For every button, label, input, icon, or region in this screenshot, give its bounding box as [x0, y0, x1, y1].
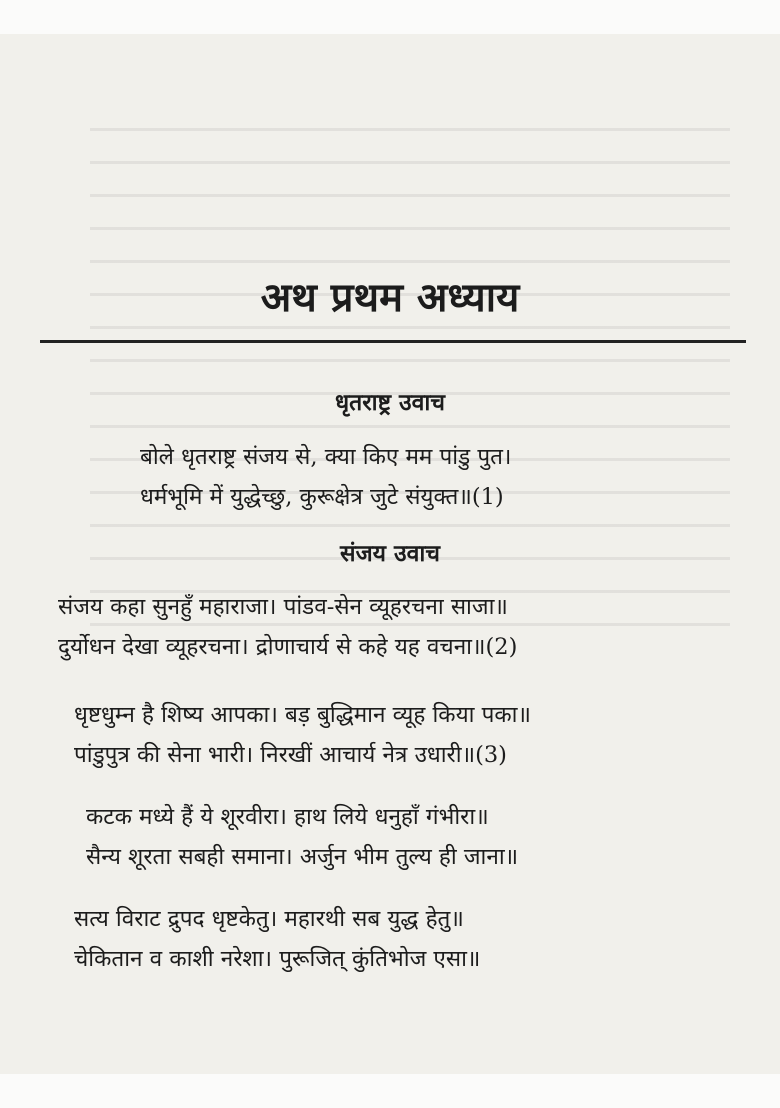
verse-line: बोले धृतराष्ट्र संजय से, क्या किए मम पांडु पुत।	[140, 444, 512, 470]
verse-line: दुर्योधन देखा व्यूहरचना। द्रोणाचार्य से कहे यह वचना॥(2)	[58, 634, 518, 660]
verse-line: सैन्य शूरता सबही समाना। अर्जुन भीम तुल्य ही जाना॥	[86, 844, 519, 870]
verse-line: चेकितान व काशी नरेशा। पुरूजित् कुंतिभोज एसा॥	[74, 946, 481, 972]
verse-line: पांडुपुत्र की सेना भारी। निरखीं आचार्य नेत्र उधारी॥(3)	[74, 742, 507, 768]
speaker-heading: धृतराष्ट्र उवाच	[334, 389, 445, 416]
verse-line: धर्मभूमि में युद्धेच्छु, कुरूक्षेत्र जुटे संयुक्त॥(1)	[140, 484, 504, 510]
speaker-heading: संजय उवाच	[340, 540, 440, 567]
title-divider	[40, 340, 746, 343]
chapter-title: अथ प्रथम अध्याय	[260, 274, 520, 321]
verse-line: सत्य विराट द्रुपद धृष्टकेतु। महारथी सब युद्ध हेतु॥	[74, 906, 464, 932]
verse-line: कटक मध्ये हैं ये शूरवीरा। हाथ लिये धनुहाँ गंभीरा॥	[86, 804, 489, 830]
verse-line: संजय कहा सुनहुँ महाराजा। पांडव-सेन व्यूहरचना साजा॥	[58, 594, 508, 620]
verse-line: धृष्टधुम्न है शिष्य आपका। बड़ बुद्धिमान व्यूह किया पका॥	[74, 702, 531, 728]
